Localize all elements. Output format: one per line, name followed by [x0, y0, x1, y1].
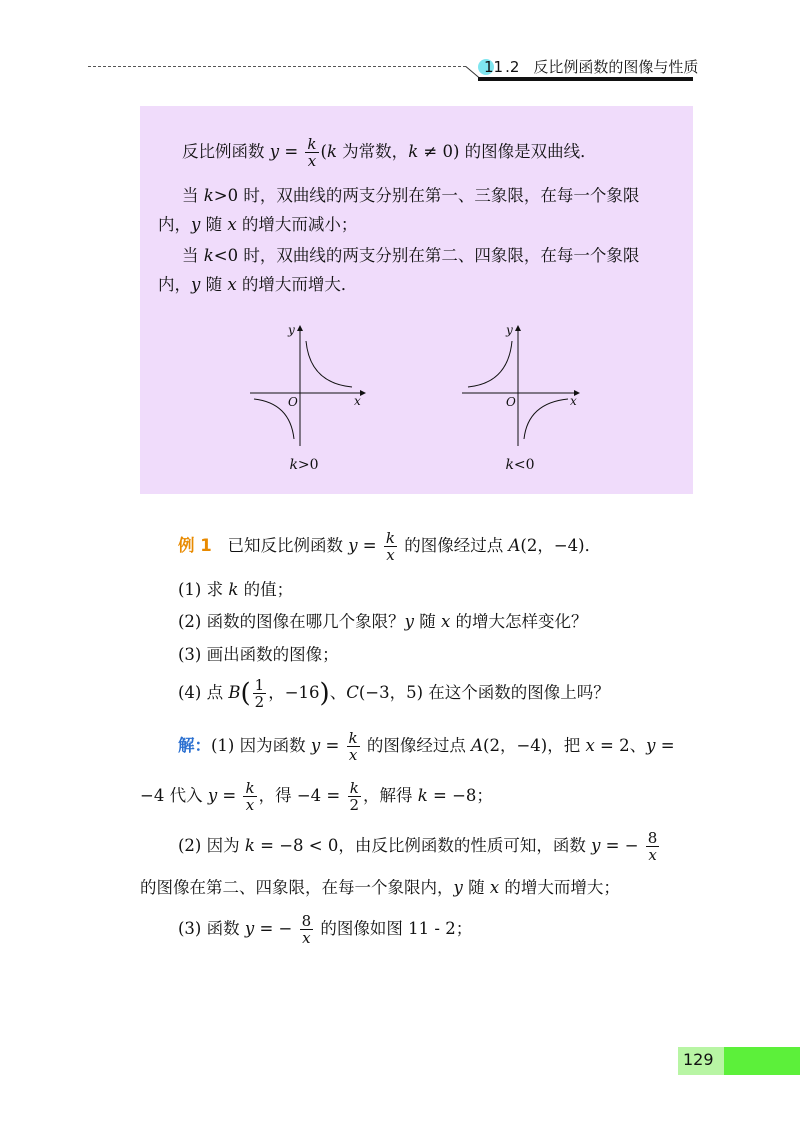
graph-caption-k-negative: k<0: [505, 457, 535, 473]
page-number: 129: [683, 1050, 714, 1069]
section-number-dot: .2: [505, 58, 520, 76]
fraction-8-over-x: $\frac{8}{x}$: [301, 912, 312, 947]
fraction-k-over-x: $\frac{k}{x}$: [348, 729, 358, 764]
property-line-5: 内，y 随 x 的增大而增大．: [158, 275, 358, 294]
section-title: 反比例函数的图像与性质: [533, 58, 699, 76]
property-line-2: 当 k>0 时，双曲线的两支分别在第一、三象限，在每一个象限: [182, 186, 640, 205]
solution-label: 解：: [178, 736, 211, 755]
question-1: (1) 求 k 的值；: [178, 580, 294, 599]
question-4: (4) 点 B( $\frac{1}{2}$ ，−16)、C(−3，5) 在这个函数的图像上吗？: [178, 676, 610, 711]
branch-first-quadrant: [306, 341, 352, 387]
y-axis-label: y: [288, 323, 295, 337]
solution-line-2: −4 代入 y = $\frac{k}{x}$ ，得 −4 = $\frac{k}{2}$ ，解得 k = −8；: [140, 779, 493, 814]
graph-caption-k-positive: k>0: [289, 457, 319, 473]
example-statement: 例 1 已知反比例函数 y = $\frac{k}{x}$ 的图像经过点 A(2，−4)．: [178, 529, 602, 564]
fraction-k-over-2: $\frac{k}{2}$: [349, 779, 360, 814]
x-axis-label: x: [354, 394, 361, 408]
header-dashed-rule: [88, 66, 466, 67]
property-box: [140, 106, 693, 494]
solution-line-1: 解：(1) 因为函数 y = $\frac{k}{x}$ 的图像经过点 A(2，−4)，把 x = 2、y =: [178, 729, 675, 764]
solution-line-4: 的图像在第二、四象限，在每一个象限内，y 随 x 的增大而增大；: [140, 878, 620, 897]
fraction-k-over-x: $\frac{k}{x}$: [307, 135, 317, 170]
solution-line-5: (3) 函数 y = − $\frac{8}{x}$ 的图像如图 11 - 2；: [178, 912, 473, 947]
property-line-1: 反比例函数 y = $\frac{k}{x}$ (k 为常数，k ≠ 0) 的图像是双曲线．: [182, 135, 597, 170]
fraction-k-over-x: $\frac{k}{x}$: [385, 529, 395, 564]
solution-line-3: (2) 因为 k = −8 < 0，由反比例函数的性质可知，函数 y = − $\frac{8}{x}$: [178, 829, 658, 864]
branch-fourth-quadrant: [524, 399, 568, 439]
section-number: 11: [484, 58, 504, 76]
graph-k-negative: [462, 321, 587, 451]
y-axis-arrow: [297, 325, 303, 331]
running-header: [482, 56, 698, 77]
y-axis-label: y: [506, 323, 513, 337]
branch-second-quadrant: [468, 341, 512, 387]
property-line-4: 当 k<0 时，双曲线的两支分别在第二、四象限，在每一个象限: [182, 246, 640, 265]
fraction-k-over-x: $\frac{k}{x}$: [245, 779, 255, 814]
question-3: (3) 画出函数的图像；: [178, 645, 339, 664]
origin-label: O: [506, 395, 516, 409]
property-line-3: 内，y 随 x 的增大而减小；: [158, 215, 358, 234]
x-axis-label: x: [570, 394, 577, 408]
fraction-8-over-x: $\frac{8}{x}$: [647, 829, 658, 864]
y-axis-arrow: [515, 325, 521, 331]
header-underline-bar: [478, 77, 693, 81]
question-2: (2) 函数的图像在哪几个象限？y 随 x 的增大怎样变化？: [178, 612, 588, 631]
origin-label: O: [288, 395, 298, 409]
example-label: 例 1: [178, 536, 212, 555]
graph-k-positive: [250, 321, 370, 451]
fraction-one-half: $\frac{1}{2}$: [254, 676, 265, 711]
